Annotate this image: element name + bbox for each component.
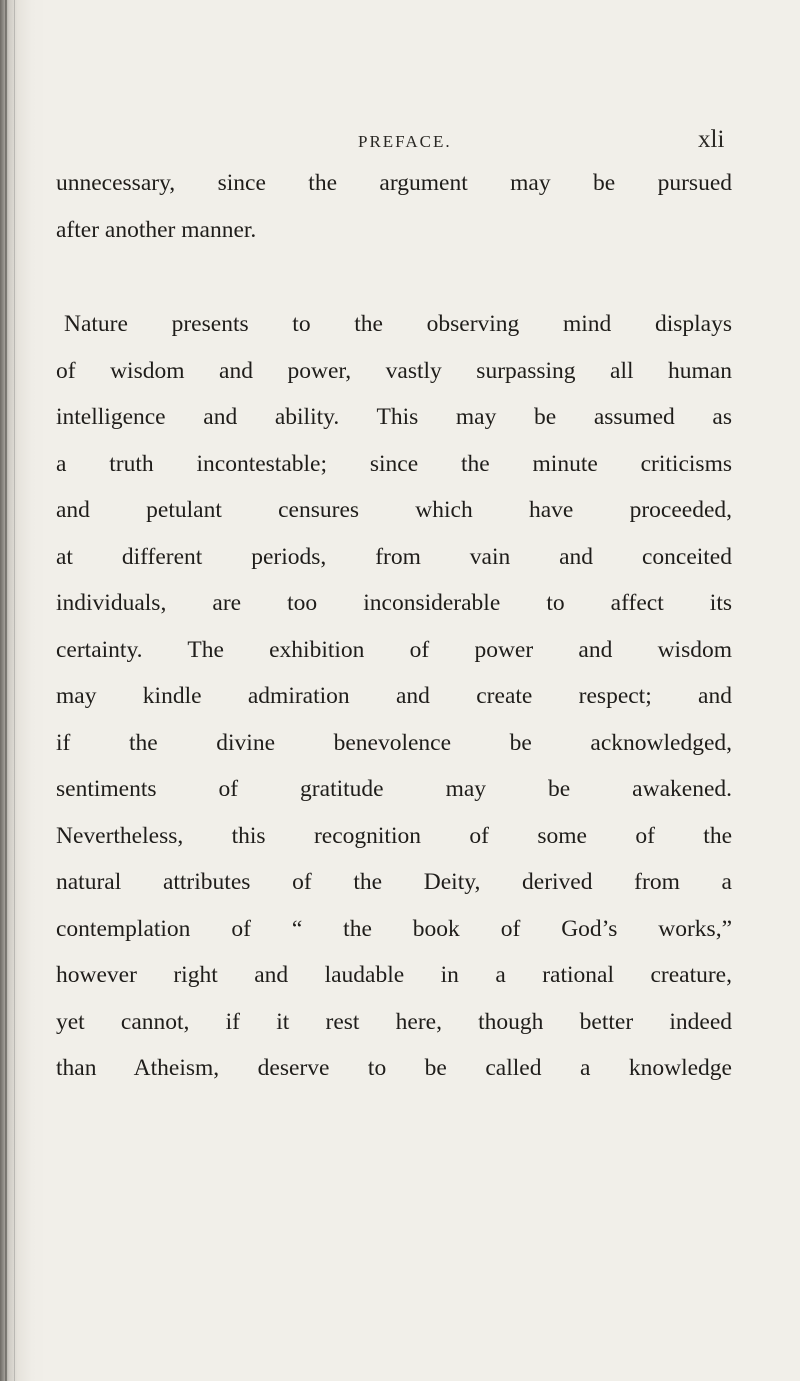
text-line: individuals, are too inconsiderable to affect its [56,590,732,616]
text-line: certainty. The exhibition of power and wisdom [56,636,732,663]
header-title: PREFACE. [358,132,452,151]
text-line: however right and laudable in a rational creature, [56,962,732,988]
text-line: contemplation of “ the book of God’s works,” [56,915,732,942]
text-line: yet cannot, if it rest here, though better indeed [56,1008,732,1035]
page-binding-shadow [0,0,46,1381]
text-line: of wisdom and power, vastly surpassing all human [56,357,732,384]
text-line: Nevertheless, this recognition of some of the [56,822,732,849]
text-line: unnecessary, since the argument may be pursued [56,170,732,196]
running-head [0,116,800,156]
binding-edge-line [5,0,7,1381]
paragraph-break [56,253,732,301]
text-line: than Atheism, deserve to be called a knowledge [56,1055,732,1081]
text-line: may kindle admiration and create respect; and [56,683,732,709]
body-text [56,160,732,1092]
text-line: at different periods, from vain and conceited [56,543,732,570]
text-line: intelligence and ability. This may be assumed as [56,404,732,430]
text-line: sentiments of gratitude may be awakened. [56,776,732,802]
text-line: after another manner. [56,216,257,243]
page-number: xli [698,126,725,153]
text-line: Nature presents to the observing mind displays [64,311,732,337]
paragraph [56,160,732,253]
binding-edge-line [14,0,15,1381]
text-line: a truth incontestable; since the minute criticisms [56,450,732,477]
text-line: and petulant censures which have proceeded, [56,497,732,523]
paragraph [56,301,732,1092]
text-line: if the divine benevolence be acknowledged, [56,729,732,756]
text-line: natural attributes of the Deity, derived from a [56,869,732,895]
